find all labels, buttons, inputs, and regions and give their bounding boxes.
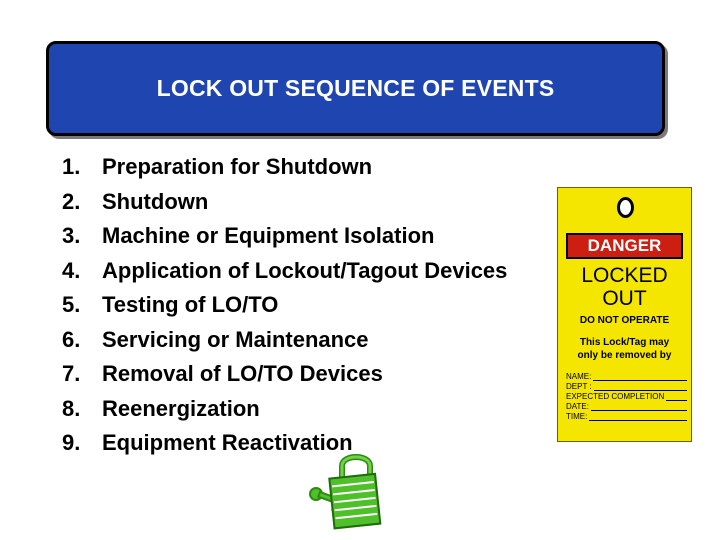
- tag-hole-icon: [617, 197, 634, 218]
- step-number: 1.: [62, 154, 81, 180]
- danger-banner: DANGER: [566, 233, 683, 259]
- step-text: Servicing or Maintenance: [102, 326, 369, 352]
- list-item: [62, 219, 507, 254]
- step-number: 2.: [62, 188, 81, 214]
- removal-line-2: only be removed by: [577, 350, 672, 361]
- time-label: TIME:: [566, 412, 588, 421]
- danger-tag: [557, 187, 692, 442]
- expected-label: EXPECTED COMPLETION: [566, 392, 665, 401]
- step-text: Machine or Equipment Isolation: [102, 223, 435, 249]
- time-line: [589, 412, 687, 421]
- name-field: [566, 371, 687, 381]
- step-number: 3.: [62, 223, 81, 249]
- date-field: [566, 401, 687, 411]
- page-title: LOCK OUT SEQUENCE OF EVENTS: [156, 75, 555, 101]
- step-number: 4.: [62, 257, 81, 283]
- step-text: Reenergization: [102, 395, 260, 421]
- step-number: 7.: [62, 361, 81, 387]
- date-line: [591, 402, 687, 411]
- list-item: [62, 323, 507, 358]
- out-text: OUT: [602, 287, 647, 310]
- expected-field: [566, 391, 687, 401]
- name-line: [593, 372, 687, 381]
- step-text: Application of Lockout/Tagout Devices: [102, 257, 508, 283]
- step-text: Removal of LO/TO Devices: [102, 361, 383, 387]
- list-item: [62, 185, 507, 220]
- list-item: [62, 392, 507, 427]
- list-item: [62, 357, 507, 392]
- time-field: [566, 411, 687, 421]
- step-number: 9.: [62, 430, 81, 456]
- dept-label: DEPT :: [566, 382, 592, 391]
- name-label: NAME:: [566, 372, 592, 381]
- padlock-icon: [302, 448, 388, 530]
- expected-line: [666, 392, 687, 401]
- dept-field: [566, 381, 687, 391]
- removal-notice: [558, 336, 691, 362]
- list-item: [62, 254, 507, 289]
- locked-text: LOCKED: [581, 264, 668, 287]
- locked-out-label: [558, 264, 691, 310]
- tag-fields: [566, 371, 687, 421]
- do-not-operate-label: DO NOT OPERATE: [579, 315, 670, 326]
- list-item: [62, 150, 507, 185]
- removal-line-1: This Lock/Tag may: [579, 337, 670, 348]
- step-number: 6.: [62, 326, 81, 352]
- step-text: Shutdown: [102, 188, 209, 214]
- sequence-list: [62, 150, 507, 461]
- title-banner: [46, 41, 665, 136]
- step-number: 8.: [62, 395, 81, 421]
- step-text: Equipment Reactivation: [102, 430, 353, 456]
- date-label: DATE:: [566, 402, 589, 411]
- list-item: [62, 288, 507, 323]
- step-text: Preparation for Shutdown: [102, 154, 373, 180]
- list-item: [62, 426, 507, 461]
- dept-line: [594, 382, 687, 391]
- step-text: Testing of LO/TO: [102, 292, 279, 318]
- step-number: 5.: [62, 292, 81, 318]
